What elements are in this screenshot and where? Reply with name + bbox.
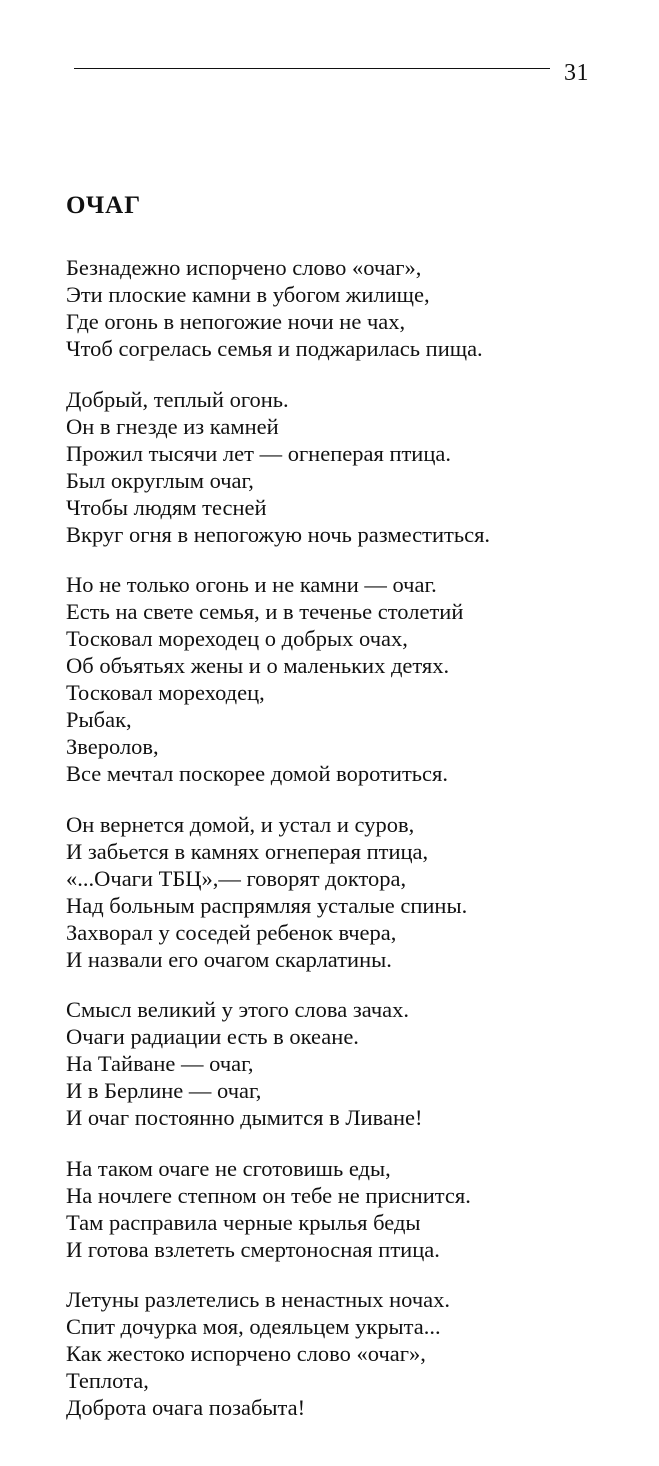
poem-body <box>66 254 646 1445</box>
poem-line: Зверолов, <box>66 734 159 759</box>
poem-line: Как жестоко испорчено слово «очаг», <box>66 1341 426 1366</box>
poem-line: Есть на свете семья, и в теченье столетий <box>66 599 464 624</box>
poem-line: Чтобы людям тесней <box>66 494 267 520</box>
poem-line: Эти плоские камни в убогом жилище, <box>66 282 430 307</box>
poem-title: ОЧАГ <box>66 192 142 219</box>
poem-line: Рыбак, <box>66 707 132 732</box>
poem-line: Он вернется домой, и устал и суров, <box>66 811 415 837</box>
stanza <box>66 386 646 548</box>
poem-line: Вкруг огня в непогожую ночь разместиться. <box>66 521 491 547</box>
poem-line: Доброта очага позабыта! <box>66 1395 306 1420</box>
poem-line: Смысл великий у этого слова зачах. <box>66 997 410 1022</box>
header-rule <box>74 68 550 69</box>
poem-line: Там расправила черные крылья беды <box>66 1209 421 1235</box>
poem-line: На ночлеге степном он тебе не приснится. <box>66 1182 471 1208</box>
stanza <box>66 254 646 362</box>
poem-line: Но не только огонь и не камни — очаг. <box>66 572 437 597</box>
stanza <box>66 571 646 787</box>
poem-line: Добрый, теплый огонь. <box>66 386 289 412</box>
stanza <box>66 996 646 1131</box>
poem-line: Очаги радиации есть в океане. <box>66 1024 359 1049</box>
poem-line: Все мечтал поскорее домой воротиться. <box>66 761 449 786</box>
stanza <box>66 1155 646 1263</box>
poem-line: Теплота, <box>66 1368 149 1393</box>
poem-line: Об объятьях жены и о маленьких детях. <box>66 653 450 678</box>
page-number: 31 <box>564 60 589 86</box>
stanza <box>66 1286 646 1421</box>
poem-line: На таком очаге не сготовишь еды, <box>66 1155 391 1181</box>
poem-line: И очаг постоянно дымится в Ливане! <box>66 1105 423 1130</box>
poem-line: На Тайване — очаг, <box>66 1051 254 1076</box>
poem-line: И готова взлететь смертоносная птица. <box>66 1236 440 1262</box>
poem-line: Он в гнезде из камней <box>66 413 279 439</box>
poem-line: И забьется в камнях огнеперая птица, <box>66 838 429 864</box>
poem-line: Над больным распрямляя усталые спины. <box>66 892 468 918</box>
poem-line: Тосковал мореходец о добрых очах, <box>66 626 408 651</box>
poem-line: Тосковал мореходец, <box>66 680 265 705</box>
poem-line: Прожил тысячи лет — огнеперая птица. <box>66 440 452 466</box>
poem-line: Летуны разлетелись в ненастных ночах. <box>66 1287 451 1312</box>
poem-line: Спит дочурка моя, одеяльцем укрыта... <box>66 1314 441 1339</box>
poem-line: И в Берлине — очаг, <box>66 1078 262 1103</box>
poem-line: Где огонь в непогожие ночи не чах, <box>66 309 406 334</box>
poem-line: Захворал у соседей ребенок вчера, <box>66 919 397 945</box>
poem-line: Был округлым очаг, <box>66 467 254 493</box>
poem-line: И назвали его очагом скарлатины. <box>66 946 392 972</box>
stanza <box>66 811 646 973</box>
poem-line: Безнадежно испорчено слово «очаг», <box>66 255 422 280</box>
poem-line: Чтоб согрелась семья и поджарилась пища. <box>66 336 483 361</box>
poem-line: «...Очаги ТБЦ»,— говорят доктора, <box>66 865 407 891</box>
